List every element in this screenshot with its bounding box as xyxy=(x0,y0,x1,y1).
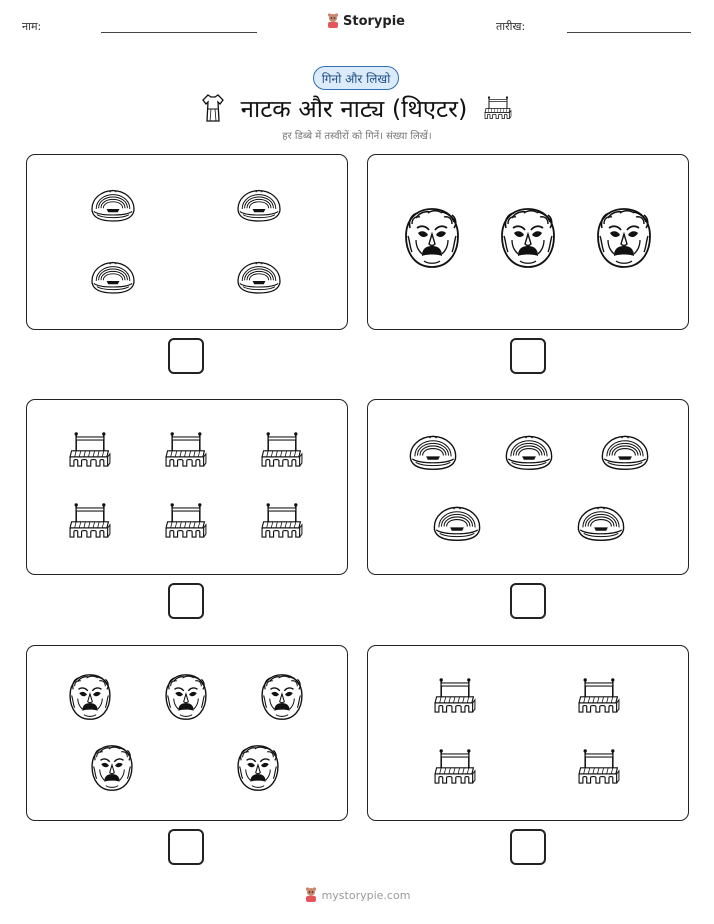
theater-seating-icon xyxy=(406,433,460,471)
count-panel-4 xyxy=(367,399,689,575)
brand-name: Storypie xyxy=(343,13,405,29)
answer-box-1[interactable] xyxy=(168,338,204,374)
name-line[interactable] xyxy=(101,32,257,33)
date-label: तारीख: xyxy=(496,20,526,33)
tragedy-mask-icon xyxy=(235,741,281,795)
tragedy-mask-icon xyxy=(594,206,654,270)
stage-bench-icon xyxy=(576,676,622,716)
stage-bench-icon xyxy=(483,95,513,121)
stage-bench-icon xyxy=(67,430,113,470)
count-panel-3 xyxy=(26,399,348,575)
tragedy-mask-icon xyxy=(89,741,135,795)
stage-bench-icon xyxy=(163,501,209,541)
storypie-mascot-icon xyxy=(326,13,340,29)
count-panel-1 xyxy=(26,154,348,330)
costume-dress-icon xyxy=(201,93,225,123)
brand-logo xyxy=(326,13,405,29)
theater-seating-icon xyxy=(502,433,556,471)
answer-box-6[interactable] xyxy=(510,829,546,865)
theater-seating-icon xyxy=(235,187,283,223)
name-label: नाम: xyxy=(22,20,42,33)
page-title: नाटक और नाट्य (थिएटर) xyxy=(240,94,468,123)
answer-box-2[interactable] xyxy=(510,338,546,374)
tragedy-mask-icon xyxy=(163,670,209,724)
count-panel-6 xyxy=(367,645,689,821)
stage-bench-icon xyxy=(163,430,209,470)
stage-bench-icon xyxy=(67,501,113,541)
storypie-mascot-icon xyxy=(304,887,318,903)
stage-bench-icon xyxy=(259,501,305,541)
stage-bench-icon xyxy=(432,676,478,716)
theater-seating-icon xyxy=(598,433,652,471)
theater-seating-icon xyxy=(89,187,137,223)
instruction-text: हर डिब्बे में तस्वीरों को गिनें। संख्या लिखें। xyxy=(282,131,432,142)
tragedy-mask-icon xyxy=(259,670,305,724)
answer-box-5[interactable] xyxy=(168,829,204,865)
theater-seating-icon xyxy=(235,259,283,295)
count-panel-2 xyxy=(367,154,689,330)
stage-bench-icon xyxy=(259,430,305,470)
date-line[interactable] xyxy=(567,32,691,33)
worksheet-header xyxy=(0,0,714,40)
theater-seating-icon xyxy=(430,504,484,542)
footer xyxy=(0,887,714,903)
tragedy-mask-icon xyxy=(67,670,113,724)
activity-badge: गिनो और लिखो xyxy=(313,66,399,90)
theater-seating-icon xyxy=(89,259,137,295)
worksheet-title xyxy=(0,92,714,124)
stage-bench-icon xyxy=(576,747,622,787)
count-panel-5 xyxy=(26,645,348,821)
answer-box-3[interactable] xyxy=(168,583,204,619)
tragedy-mask-icon xyxy=(402,206,462,270)
stage-bench-icon xyxy=(432,747,478,787)
answer-box-4[interactable] xyxy=(510,583,546,619)
tragedy-mask-icon xyxy=(498,206,558,270)
theater-seating-icon xyxy=(574,504,628,542)
footer-url[interactable]: mystorypie.com xyxy=(321,888,411,902)
